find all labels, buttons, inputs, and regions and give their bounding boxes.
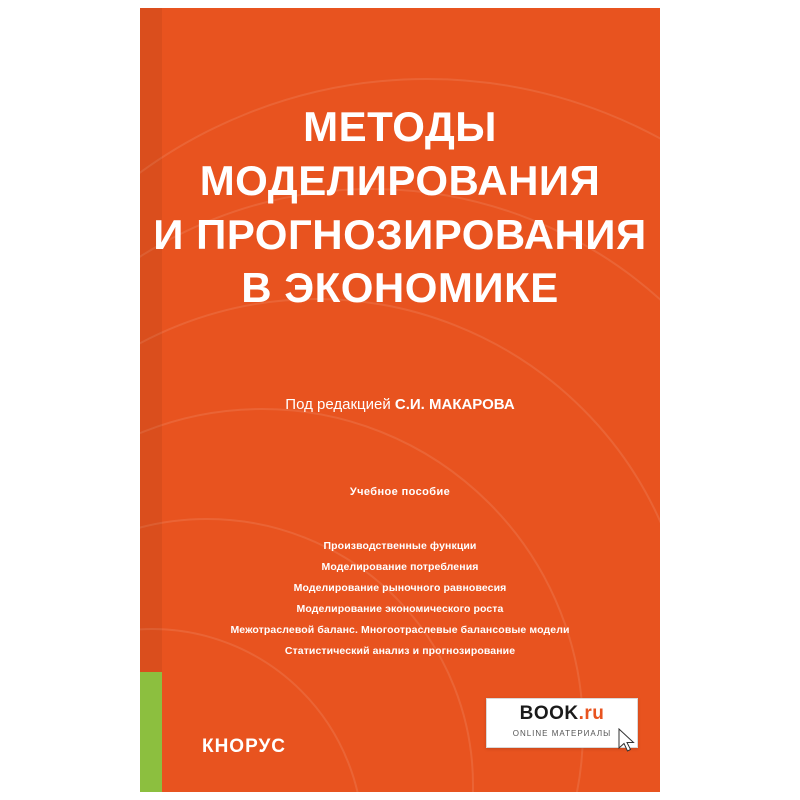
list-item: Статистический анализ и прогнозирование [284,645,516,657]
topics-list [140,536,660,662]
editor-credit [140,396,660,413]
title-line-1: МЕТОДЫ [303,103,497,150]
badge-subtitle: ONLINE МАТЕРИАЛЫ [512,729,612,738]
editor-label: Под редакцией [285,396,395,413]
edition-kind: Учебное пособие [349,486,451,498]
mouse-cursor-icon [618,728,636,754]
publisher-name: КНОРУС [201,736,287,757]
book-cover [140,8,660,792]
list-item: Производственные функции [323,540,477,552]
list-item: Моделирование потребления [321,561,479,573]
book-ru-badge [486,698,638,748]
badge-domain: .ru [578,703,605,724]
title-line-3: И ПРОГНОЗИРОВАНИЯ [153,210,647,258]
editor-name: С.И. МАКАРОВА [394,396,515,413]
cover-title [140,100,660,315]
list-item: Моделирование рыночного равновесия [293,582,507,594]
badge-name: BOOK [519,703,579,724]
list-item: Межотраслевой баланс. Многоотраслевые балансовые модели [230,624,570,636]
spine-accent-band [140,672,162,792]
badge-title [487,703,637,725]
title-line-4: В ЭКОНОМИКЕ [241,264,559,312]
title-line-2: МОДЕЛИРОВАНИЯ [199,156,601,204]
list-item: Моделирование экономического роста [296,603,504,615]
